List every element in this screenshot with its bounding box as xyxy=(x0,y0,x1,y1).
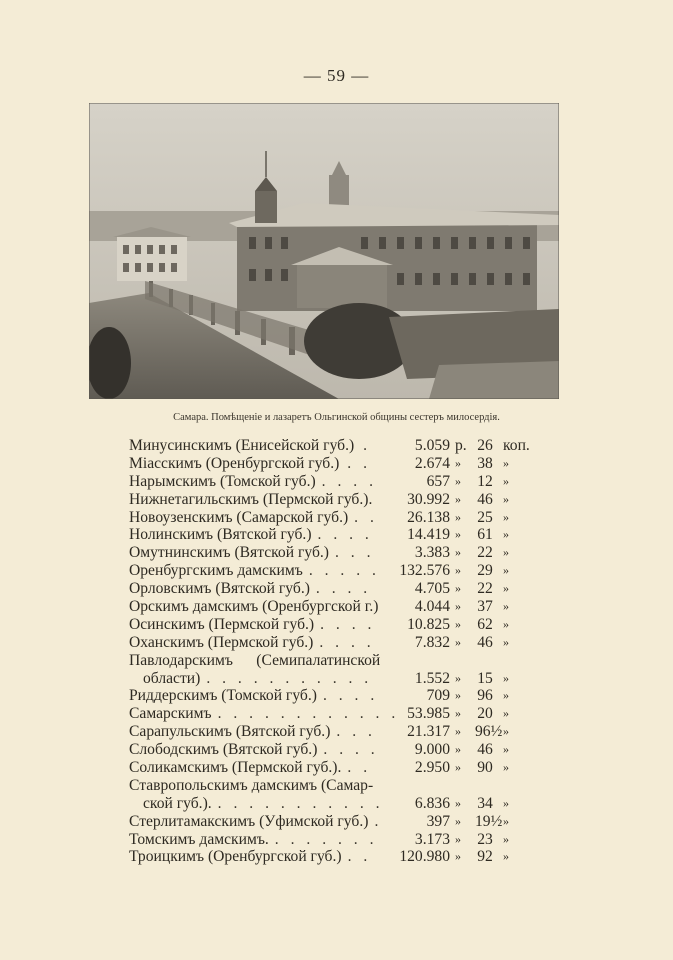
row-kopecks: 90 xyxy=(477,759,493,777)
row-rubles: 5.059 xyxy=(414,437,450,454)
row-kopecks-unit: » xyxy=(503,831,509,846)
row-kopecks: 26 xyxy=(477,437,493,454)
row-name: Троицкимъ (Оренбургской губ.) xyxy=(129,848,342,866)
table-row xyxy=(129,544,529,562)
row-kopecks-unit: » xyxy=(503,563,509,578)
row-kopecks: 22 xyxy=(477,580,493,598)
page-number: — 59 — xyxy=(303,66,370,85)
row-rubles: 7.832 xyxy=(414,633,450,651)
row-kopecks-unit: » xyxy=(503,455,509,470)
row-leader-dots: . . . . xyxy=(319,633,375,651)
row-name: Осинскимъ (Пермской губ.) xyxy=(129,615,315,633)
row-kopecks: 15 xyxy=(477,669,493,687)
row-leader-dots: . . . . xyxy=(321,472,377,490)
photo-caption: Самара. Помѣщеніе и лазаретъ Ольгинской общины сестеръ милосердія. xyxy=(173,412,500,423)
row-name: Омутнинскимъ (Вятской губ.) xyxy=(129,544,329,562)
table-row xyxy=(129,634,529,652)
row-rubles-unit: » xyxy=(455,813,461,828)
row-kopecks-unit: » xyxy=(503,724,509,739)
row-rubles-unit: » xyxy=(455,688,461,703)
row-kopecks-unit: » xyxy=(503,742,509,757)
row-kopecks-unit: коп. xyxy=(503,437,530,454)
table-row xyxy=(129,741,529,759)
row-leader-dots: . xyxy=(363,437,371,454)
row-leader-dots: . . . . xyxy=(320,615,376,633)
row-name: Нарымскимъ (Томской губ.) xyxy=(129,472,316,490)
row-rubles-unit: » xyxy=(455,563,461,578)
row-leader-dots: . . . . xyxy=(315,580,372,598)
row-rubles-unit: » xyxy=(455,724,461,739)
row-kopecks: 20 xyxy=(477,705,493,723)
row-rubles-unit: » xyxy=(455,616,461,631)
row-name: области) xyxy=(143,669,201,687)
row-name: Ставропольскимъ дамскимъ (Самар- xyxy=(129,776,374,794)
row-kopecks-unit: » xyxy=(503,688,509,703)
row-name: Сарапульскимъ (Вятской губ.) xyxy=(129,723,331,741)
row-rubles: 397 xyxy=(426,812,450,830)
table-row xyxy=(129,831,529,849)
row-name: Соликамскимъ (Пермской губ.). xyxy=(129,759,342,777)
row-rubles-unit: » xyxy=(455,455,461,470)
table-row xyxy=(129,562,529,580)
row-kopecks: 38 xyxy=(477,454,493,472)
row-kopecks: 12 xyxy=(477,472,493,490)
row-name: Нолинскимъ (Вятской губ.) xyxy=(129,526,312,544)
table-row xyxy=(129,491,529,509)
row-rubles: 26.138 xyxy=(407,508,450,526)
row-rubles: 3.173 xyxy=(414,830,450,848)
row-name: Самарскимъ xyxy=(129,705,212,723)
table-row xyxy=(129,777,529,795)
row-rubles: 6.836 xyxy=(414,794,450,812)
row-leader-dots: . . xyxy=(347,759,372,777)
row-leader-dots: . . . . . . . xyxy=(274,830,378,848)
row-rubles: 132.576 xyxy=(399,562,450,580)
row-kopecks: 62 xyxy=(477,615,493,633)
row-kopecks: 34 xyxy=(477,794,493,812)
row-kopecks: 19½ xyxy=(475,812,503,830)
row-kopecks: 96½ xyxy=(475,723,503,741)
row-leader-dots: . . xyxy=(347,454,371,472)
row-rubles-unit: » xyxy=(455,742,461,757)
row-name: Оренбургскимъ дамскимъ xyxy=(129,562,303,580)
table-row xyxy=(129,670,529,688)
row-name: Томскимъ дамскимъ. xyxy=(129,830,269,848)
row-kopecks: 29 xyxy=(477,562,493,580)
row-kopecks-unit: » xyxy=(503,509,509,524)
row-rubles-unit: » xyxy=(455,509,461,524)
row-kopecks: 23 xyxy=(477,830,493,848)
row-rubles-unit: » xyxy=(455,634,461,649)
table-row xyxy=(129,687,529,705)
row-rubles-unit: » xyxy=(455,599,461,614)
row-rubles-unit: » xyxy=(455,527,461,542)
row-rubles-unit: » xyxy=(455,706,461,721)
row-kopecks-unit: » xyxy=(503,491,509,506)
row-rubles-unit: » xyxy=(455,849,461,864)
row-leader-dots: . . xyxy=(354,508,378,526)
row-name: Орскимъ дамскимъ (Оренбургской г.) xyxy=(129,598,379,616)
row-kopecks-unit: » xyxy=(503,616,509,631)
row-kopecks-unit: » xyxy=(503,581,509,596)
row-rubles-unit: » xyxy=(455,491,461,506)
table-row xyxy=(129,526,529,544)
table-row xyxy=(129,455,529,473)
row-rubles: 14.419 xyxy=(407,526,450,544)
row-kopecks-unit: » xyxy=(503,473,509,488)
row-kopecks-unit: » xyxy=(503,599,509,614)
table-row xyxy=(129,723,529,741)
row-rubles-unit: » xyxy=(455,760,461,775)
row-rubles: 657 xyxy=(426,472,450,490)
row-leader-dots: . . . . . . . . . . . xyxy=(217,794,384,812)
table-row xyxy=(129,437,529,455)
table-row xyxy=(129,848,529,866)
row-leader-dots: . . xyxy=(347,848,372,866)
row-leader-dots: . . . . . . . . . . . xyxy=(206,669,373,687)
row-leader-dots: . . . . . xyxy=(308,562,380,580)
row-kopecks-unit: » xyxy=(503,849,509,864)
row-name: Минусинскимъ (Енисейской губ.) xyxy=(129,437,355,454)
row-kopecks-unit: » xyxy=(503,634,509,649)
row-rubles: 53.985 xyxy=(407,705,450,723)
row-kopecks: 46 xyxy=(477,633,493,651)
row-rubles: 2.674 xyxy=(414,454,450,472)
row-kopecks-unit: » xyxy=(503,795,509,810)
row-leader-dots: . . . xyxy=(336,723,376,741)
row-rubles: 1.552 xyxy=(414,669,450,687)
table-row xyxy=(129,705,529,723)
row-leader-dots: . . . . . . . . . . . . xyxy=(217,705,400,723)
row-name: Новоузенскимъ (Самарской губ.) xyxy=(129,508,349,526)
row-rubles: 2.950 xyxy=(414,759,450,777)
row-leader-dots: . xyxy=(374,812,383,830)
row-kopecks: 46 xyxy=(477,490,493,508)
row-rubles: 120.980 xyxy=(399,848,450,866)
row-name: Міасскимъ (Оренбургской губ.) xyxy=(129,454,340,472)
row-rubles: 709 xyxy=(426,687,450,705)
table-row xyxy=(129,598,529,616)
donations-table xyxy=(129,437,529,866)
row-rubles-unit: » xyxy=(455,545,461,560)
row-leader-dots: . . . . xyxy=(322,687,379,705)
row-rubles-unit: р. xyxy=(455,437,467,454)
row-name: Слободскимъ (Вятской губ.) xyxy=(129,741,318,759)
photo-samara-building xyxy=(89,103,559,399)
row-name: Орловскимъ (Вятской губ.) xyxy=(129,580,310,598)
row-rubles: 9.000 xyxy=(414,741,450,759)
row-kopecks-unit: » xyxy=(503,813,509,828)
row-kopecks: 96 xyxy=(477,687,493,705)
row-kopecks-unit: » xyxy=(503,670,509,685)
table-row xyxy=(129,795,529,813)
row-kopecks-unit: » xyxy=(503,760,509,775)
row-rubles: 21.317 xyxy=(407,723,450,741)
table-row xyxy=(129,652,529,670)
row-kopecks: 22 xyxy=(477,544,493,562)
row-rubles: 4.044 xyxy=(414,598,450,616)
row-kopecks: 25 xyxy=(477,508,493,526)
row-rubles: 4.705 xyxy=(414,580,450,598)
table-row xyxy=(129,813,529,831)
row-kopecks-unit: » xyxy=(503,545,509,560)
row-leader-dots: . . . . xyxy=(323,741,379,759)
table-row xyxy=(129,759,529,777)
row-name: Павлодарскимъ (Семипалатинской xyxy=(129,651,381,669)
row-name: Нижнетагильскимъ (Пермской губ.). xyxy=(129,490,373,508)
row-name: Риддерскимъ (Томской губ.) xyxy=(129,687,317,705)
row-kopecks: 46 xyxy=(477,741,493,759)
table-row xyxy=(129,580,529,598)
row-kopecks-unit: » xyxy=(503,527,509,542)
row-kopecks: 37 xyxy=(477,598,493,616)
row-rubles-unit: » xyxy=(455,795,461,810)
row-rubles-unit: » xyxy=(455,473,461,488)
row-rubles-unit: » xyxy=(455,831,461,846)
row-rubles-unit: » xyxy=(455,670,461,685)
row-rubles-unit: » xyxy=(455,581,461,596)
table-row xyxy=(129,509,529,527)
row-rubles: 30.992 xyxy=(407,490,450,508)
row-kopecks: 92 xyxy=(477,848,493,866)
row-name: Стерлитамакскимъ (Уфимской губ.) xyxy=(129,812,369,830)
row-kopecks: 61 xyxy=(477,526,493,544)
table-row xyxy=(129,616,529,634)
row-kopecks-unit: » xyxy=(503,706,509,721)
row-leader-dots: . . . xyxy=(334,544,375,562)
table-row xyxy=(129,473,529,491)
row-rubles: 10.825 xyxy=(407,615,450,633)
row-rubles: 3.383 xyxy=(414,544,450,562)
row-name: Оханскимъ (Пермской губ.) xyxy=(129,633,314,651)
row-name: ской губ.). xyxy=(143,794,212,812)
row-leader-dots: . . . . xyxy=(317,526,373,544)
